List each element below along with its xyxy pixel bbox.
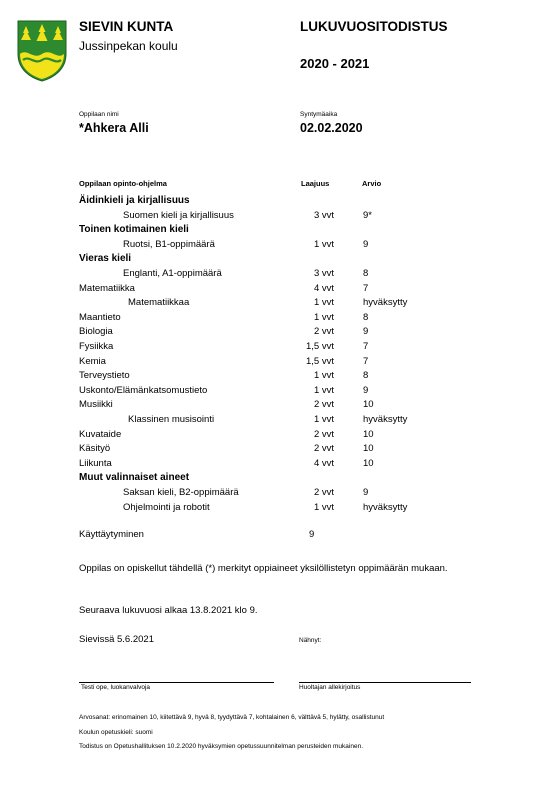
subject-name: Fysiikka: [79, 341, 114, 352]
subject-grade: 10: [363, 443, 374, 455]
grade-column-header: Arvio: [362, 179, 382, 188]
subject-name: Maantieto: [79, 311, 121, 323]
subject-name: Klassinen musisointi: [128, 414, 215, 425]
subject-name: Matematiikkaa: [128, 297, 190, 309]
student-name-label: Oppilaan nimi: [79, 111, 119, 118]
municipality-crest-logo: [17, 20, 67, 82]
subject-grade: 8: [363, 370, 369, 382]
subject-scope: 2 vvt: [313, 326, 334, 338]
subject-scope: 1 vvt: [313, 414, 334, 425]
subject-name: Saksan kieli, B2-oppimäärä: [123, 487, 239, 498]
subject-name: Liikunta: [79, 457, 112, 469]
subject-scope: 1 vvt: [313, 501, 334, 513]
document-title: LUKUVUOSITODISTUS: [300, 19, 448, 34]
scope-column-header: Laajuus: [301, 179, 330, 188]
subject-grade: hyväksytty: [363, 414, 408, 425]
birthdate-label: Syntymäaika: [300, 111, 338, 118]
subject-name: Biologia: [79, 326, 113, 338]
subject-scope: 1,5 vvt: [306, 355, 334, 367]
school-name: Jussinpekan koulu: [79, 39, 178, 53]
subject-scope: 2 vvt: [313, 443, 334, 455]
school-year: 2020 - 2021: [300, 56, 370, 71]
subject-scope: 2 vvt: [313, 399, 334, 411]
subject-grade: 7: [363, 341, 369, 352]
grade-scale-note: Arvosanat: erinomainen 10, kiitettävä 9, hyvä 8, tyydyttävä 7, kohtalainen 6, välttävä 5, hylätty, osallistunut: [79, 714, 385, 721]
subject-scope: 2 vvt: [313, 487, 334, 498]
subject-grade: 9: [363, 326, 369, 338]
subject-scope: 3 vvt: [313, 209, 334, 221]
guardian-signature-line: [299, 682, 471, 683]
subject-grade: 10: [363, 457, 374, 469]
subject-name: Ruotsi, B1-oppimäärä: [123, 238, 215, 250]
guardian-signer: Huoltajan allekirjoitus: [299, 684, 361, 691]
subject-scope: 2 vvt: [313, 428, 334, 440]
teacher-signer: Testi ope, luokanvalvoja: [81, 684, 151, 691]
subject-name: Kemia: [79, 355, 106, 367]
subject-group-heading: Äidinkieli ja kirjallisuus: [79, 195, 190, 206]
subject-scope: 3 vvt: [313, 268, 334, 279]
place-and-date: Sievissä 5.6.2021: [79, 634, 154, 645]
subject-scope: 4 vvt: [313, 457, 334, 469]
subject-group-heading: Vieras kieli: [79, 253, 132, 265]
subject-grade: 10: [363, 399, 374, 411]
subject-group-heading: Toinen kotimainen kieli: [79, 224, 189, 236]
subject-scope: 4 vvt: [313, 282, 334, 294]
subject-grade: 8: [363, 268, 369, 279]
curriculum-note: Todistus on Opetushallituksen 10.2.2020 hyväksymien opetussuunnitelman perusteiden mukainen.: [79, 743, 364, 750]
teacher-signature-line: [79, 682, 274, 683]
behavior-grade: 9: [309, 529, 315, 540]
subject-name: Kuvataide: [79, 428, 122, 440]
behavior-label: Käyttäytyminen: [79, 529, 144, 540]
next-school-year-note: Seuraava lukuvuosi alkaa 13.8.2021 klo 9.: [79, 605, 258, 616]
subject-name: Englanti, A1-oppimäärä: [123, 268, 222, 279]
subject-scope: 1,5 vvt: [306, 341, 334, 352]
asterisk-note: Oppilas on opiskellut tähdellä (*) merkityt oppiaineet yksilöllistetyn oppimäärän mukaan.: [79, 563, 448, 574]
subject-scope: 1 vvt: [313, 311, 334, 323]
subject-group-heading: Muut valinnaiset aineet: [79, 472, 190, 484]
subject-scope: 1 vvt: [313, 297, 334, 309]
subject-grade: 7: [363, 355, 369, 367]
subject-scope: 1 vvt: [313, 238, 334, 250]
subject-name: Matematiikka: [79, 282, 135, 294]
subject-grade: 9: [363, 487, 369, 498]
subject-grade: 9: [363, 384, 369, 396]
subject-grade: 7: [363, 282, 369, 294]
teaching-language-note: Koulun opetuskieli: suomi: [79, 729, 153, 736]
subject-scope: 1 vvt: [313, 370, 334, 382]
subject-name: Käsityö: [79, 443, 111, 455]
subject-grade: hyväksytty: [363, 297, 408, 309]
subject-grade: 9*: [363, 209, 372, 221]
seen-label: Nähnyt:: [299, 637, 322, 644]
student-name: *Ahkera Alli: [79, 121, 149, 135]
subject-name: Musiikki: [79, 399, 113, 411]
subject-grade: 8: [363, 311, 369, 323]
birthdate: 02.02.2020: [300, 121, 363, 135]
subject-name: Uskonto/Elämänkatsomustieto: [79, 384, 208, 396]
subject-name: Terveystieto: [79, 370, 130, 382]
subject-name: Ohjelmointi ja robotit: [123, 501, 210, 513]
subject-grade: hyväksytty: [363, 501, 408, 513]
program-column-header: Oppilaan opinto-ohjelma: [79, 179, 167, 188]
subject-grade: 9: [363, 238, 369, 250]
subject-scope: 1 vvt: [313, 384, 334, 396]
subject-name: Suomen kieli ja kirjallisuus: [123, 209, 234, 221]
municipality-name: SIEVIN KUNTA: [79, 19, 174, 34]
subject-grade: 10: [363, 428, 374, 440]
